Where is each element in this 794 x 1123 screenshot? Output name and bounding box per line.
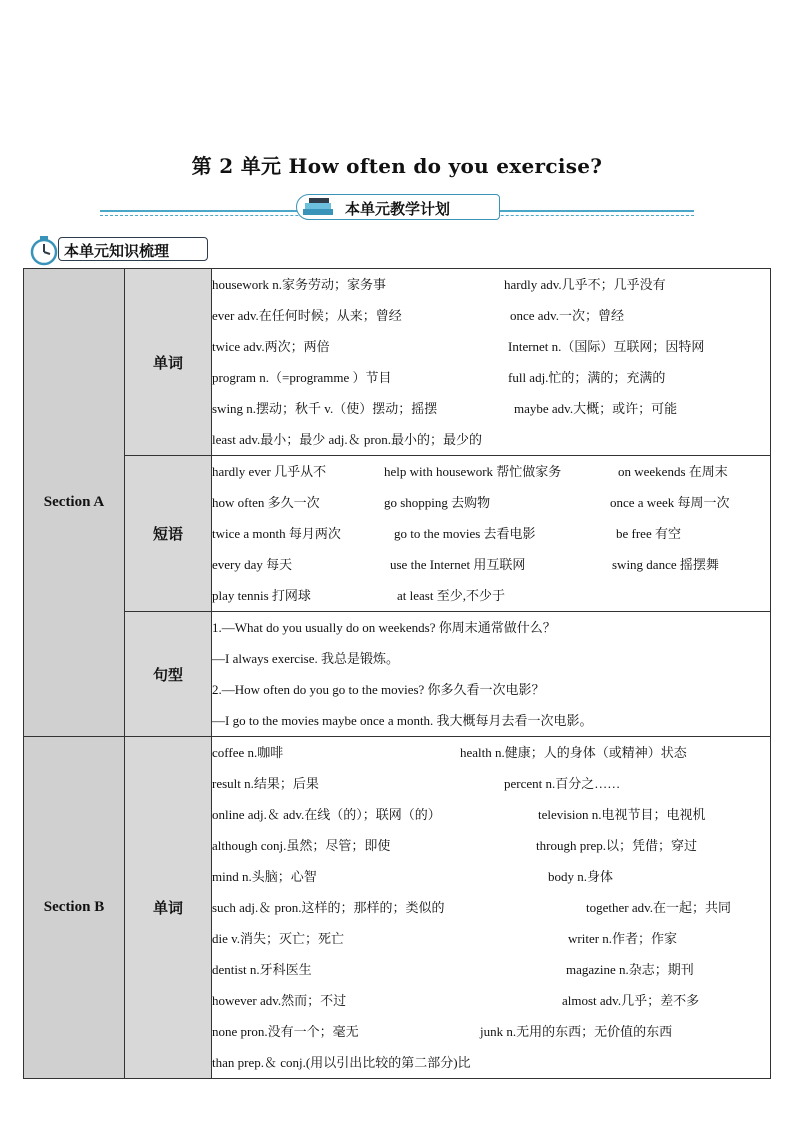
vocab-entry: dentist n.牙科医生 <box>212 962 312 977</box>
vocab-entry: once adv.一次；曾经 <box>510 308 624 323</box>
vocab-entry: through prep.以；凭借；穿过 <box>536 838 698 853</box>
section-b-label: Section B <box>24 737 125 1079</box>
section-a-phrases <box>212 456 771 612</box>
vocab-entry: maybe adv.大概；或许；可能 <box>514 401 678 416</box>
clock-icon <box>28 234 62 266</box>
vocab-entry: body n.身体 <box>548 869 614 884</box>
phrase-entry: be free 有空 <box>616 526 681 541</box>
phrase-entry: use the Internet 用互联网 <box>390 557 526 572</box>
vocab-label: 单词 <box>125 737 212 1079</box>
vocab-entry: although conj.虽然；尽管；即使 <box>212 838 391 853</box>
vocab-entry: online adj.＆ adv.在线（的）；联网（的） <box>212 807 441 822</box>
section-a-vocab <box>212 269 771 456</box>
phrase-entry: twice a month 每月两次 <box>212 526 341 541</box>
vocab-entry: hardly adv.几乎不；几乎没有 <box>504 277 666 292</box>
section-a-phrase-row <box>24 456 771 612</box>
sentence-line: —I always exercise. 我总是锻炼。 <box>212 651 400 666</box>
phrase-entry: play tennis 打网球 <box>212 588 311 603</box>
phrase-entry: go to the movies 去看电影 <box>394 526 536 541</box>
vocab-entry: result n.结果；后果 <box>212 776 319 791</box>
vocab-entry: program n.（=programme ）节目 <box>212 370 392 385</box>
vocab-entry: ever adv.在任何时候；从来；曾经 <box>212 308 402 323</box>
vocab-entry: none pron.没有一个；毫无 <box>212 1024 359 1039</box>
phrase-entry: go shopping 去购物 <box>384 495 491 510</box>
phrase-entry: how often 多久一次 <box>212 495 320 510</box>
phrase-entry: every day 每天 <box>212 557 293 572</box>
vocab-entry: housework n.家务劳动；家务事 <box>212 277 387 292</box>
phrase-entry: at least 至少,不少于 <box>397 588 505 603</box>
vocab-entry: swing n.摆动；秋千 v.（使）摆动；摇摆 <box>212 401 438 416</box>
vocab-entry: however adv.然而；不过 <box>212 993 347 1008</box>
section-a-sentences <box>212 612 771 737</box>
vocab-label: 单词 <box>125 269 212 456</box>
vocab-entry: together adv.在一起；共同 <box>586 900 732 915</box>
vocab-entry: such adj.＆ pron.这样的；那样的；类似的 <box>212 900 445 915</box>
teaching-plan-banner <box>100 190 694 226</box>
vocab-entry: junk n.无用的东西；无价值的东西 <box>480 1024 673 1039</box>
phrase-entry: once a week 每周一次 <box>610 495 730 510</box>
vocab-entry: almost adv.几乎；差不多 <box>562 993 700 1008</box>
section-a-label: Section A <box>24 269 125 737</box>
book-stack-icon <box>301 197 337 217</box>
knowledge-summary-tag <box>28 234 218 264</box>
vocab-entry: television n.电视节目；电视机 <box>538 807 706 822</box>
phrase-entry: swing dance 摇摆舞 <box>612 557 719 572</box>
knowledge-table <box>23 268 771 1079</box>
vocab-entry: percent n.百分之…… <box>504 776 621 791</box>
sentence-line: 1.—What do you usually do on weekends? 你周末通常做什么？ <box>212 620 556 635</box>
section-b-vocab <box>212 737 771 1079</box>
phrase-entry: help with housework 帮忙做家务 <box>384 464 562 479</box>
vocab-entry: die v.消失；灭亡；死亡 <box>212 931 345 946</box>
vocab-entry: coffee n.咖啡 <box>212 745 284 760</box>
section-a-sentence-row <box>24 612 771 737</box>
vocab-entry: than prep.＆ conj.(用以引出比较的第二部分)比 <box>212 1055 471 1070</box>
section-b-vocab-row <box>24 737 771 1079</box>
sentence-line: 2.—How often do you go to the movies? 你多久看一次电影？ <box>212 682 545 697</box>
vocab-entry: full adj.忙的；满的；充满的 <box>508 370 666 385</box>
banner-label-box <box>296 194 500 220</box>
vocab-entry: Internet n.（国际）互联网；因特网 <box>508 339 705 354</box>
section-a-vocab-row <box>24 269 771 456</box>
tag-label: 本单元知识梳理 <box>64 242 170 260</box>
vocab-entry: mind n.头脑；心智 <box>212 869 317 884</box>
page-title: 第 2 单元 How often do you exercise? <box>191 154 603 178</box>
vocab-entry: writer n.作者；作家 <box>568 931 678 946</box>
vocab-entry: least adv.最小；最少 adj.＆ pron.最小的；最少的 <box>212 432 482 447</box>
phrase-entry: hardly ever 几乎从不 <box>212 464 327 479</box>
vocab-entry: magazine n.杂志；期刊 <box>566 962 694 977</box>
phrase-label: 短语 <box>125 456 212 612</box>
sentence-label: 句型 <box>125 612 212 737</box>
sentence-line: —I go to the movies maybe once a month. 我大概每月去看一次电影。 <box>212 713 593 728</box>
banner-label: 本单元教学计划 <box>345 200 451 218</box>
vocab-entry: twice adv.两次；两倍 <box>212 339 330 354</box>
phrase-entry: on weekends 在周末 <box>618 464 728 479</box>
vocab-entry: health n.健康；人的身体（或精神）状态 <box>460 745 687 760</box>
